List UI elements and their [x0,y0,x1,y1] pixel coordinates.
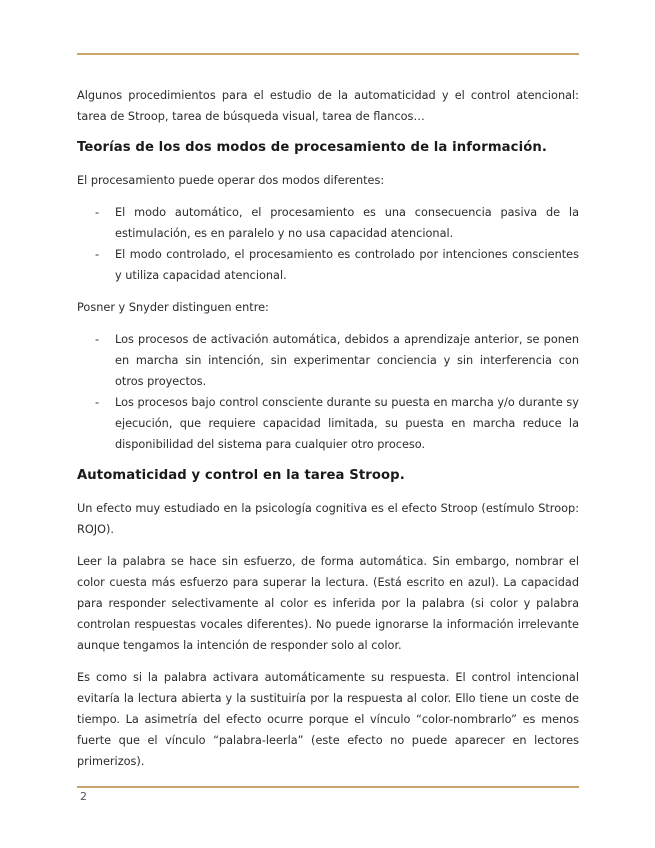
list-item [77,392,579,455]
list-item-text: Los procesos bajo control consciente durante su puesta en marcha y/o durante sy ejecución, que requiere capacidad limitada, su puesta en marcha reduce la disponibilidad del sistema para cualquier otro proceso. [115,396,579,451]
posner-intro-paragraph: Posner y Snyder distinguen entre: [77,301,269,314]
list-item-text: El modo automático, el procesamiento es una consecuencia pasiva de la estimulación, es en paralelo y no usa capacidad atencional. [115,206,579,240]
stroop-paragraph-3: Es como si la palabra activara automáticamente su respuesta. El control intencional evitaría la lectura abierta y la sustituiría por la respuesta al color. Ello tiene un coste de tiempo. La asimetría del efecto ocurre porque el vínculo “color-nombrarlo” es menos fuerte que el vínculo “palabra-leerla” (este efecto no puede aparecer en lectores primerizos). [77,671,579,768]
intro-paragraph: Algunos procedimientos para el estudio de la automaticidad y el control atencional: tarea de Stroop, tarea de búsqueda visual, tarea de flancos… [77,89,579,123]
bullet-dash: - [95,333,100,346]
footer-rule [77,786,579,788]
posner-list [77,329,579,455]
header-rule [77,53,579,55]
stroop-paragraph-1: Un efecto muy estudiado en la psicología cognitiva es el efecto Stroop (estímulo Stroop: ROJO). [77,502,579,536]
list-item-text: El modo controlado, el procesamiento es controlado por intenciones conscientes y utiliza capacidad atencional. [115,248,579,282]
bullet-dash: - [95,396,100,409]
page-content [77,85,579,783]
stroop-paragraph-2: Leer la palabra se hace sin esfuerzo, de forma automática. Sin embargo, nombrar el color cuesta más esfuerzo para superar la lectura. (Está escrito en azul). La capacidad para responder selectivamente al color es inferida por la palabra (si color y palabra controlan respuestas vocales diferentes). No puede ignorarse la información irrelevante aunque tengamos la intención de responder solo al color. [77,555,579,652]
bullet-dash: - [95,206,100,219]
list-item-text: Los procesos de activación automática, debidos a aprendizaje anterior, se ponen en marcha sin intención, sin experimentar conciencia y sin interferencia con otros proyectos. [115,333,579,388]
bullet-dash: - [95,248,100,261]
list-item [77,244,579,286]
heading-stroop: Automaticidad y control en la tarea Stroop. [77,468,405,483]
list-item [77,329,579,392]
page-number: 2 [80,790,87,803]
list-item [77,202,579,244]
modes-list [77,202,579,286]
heading-modes: Teorías de los dos modos de procesamiento de la información. [77,140,547,155]
modes-intro-paragraph: El procesamiento puede operar dos modos diferentes: [77,174,385,187]
